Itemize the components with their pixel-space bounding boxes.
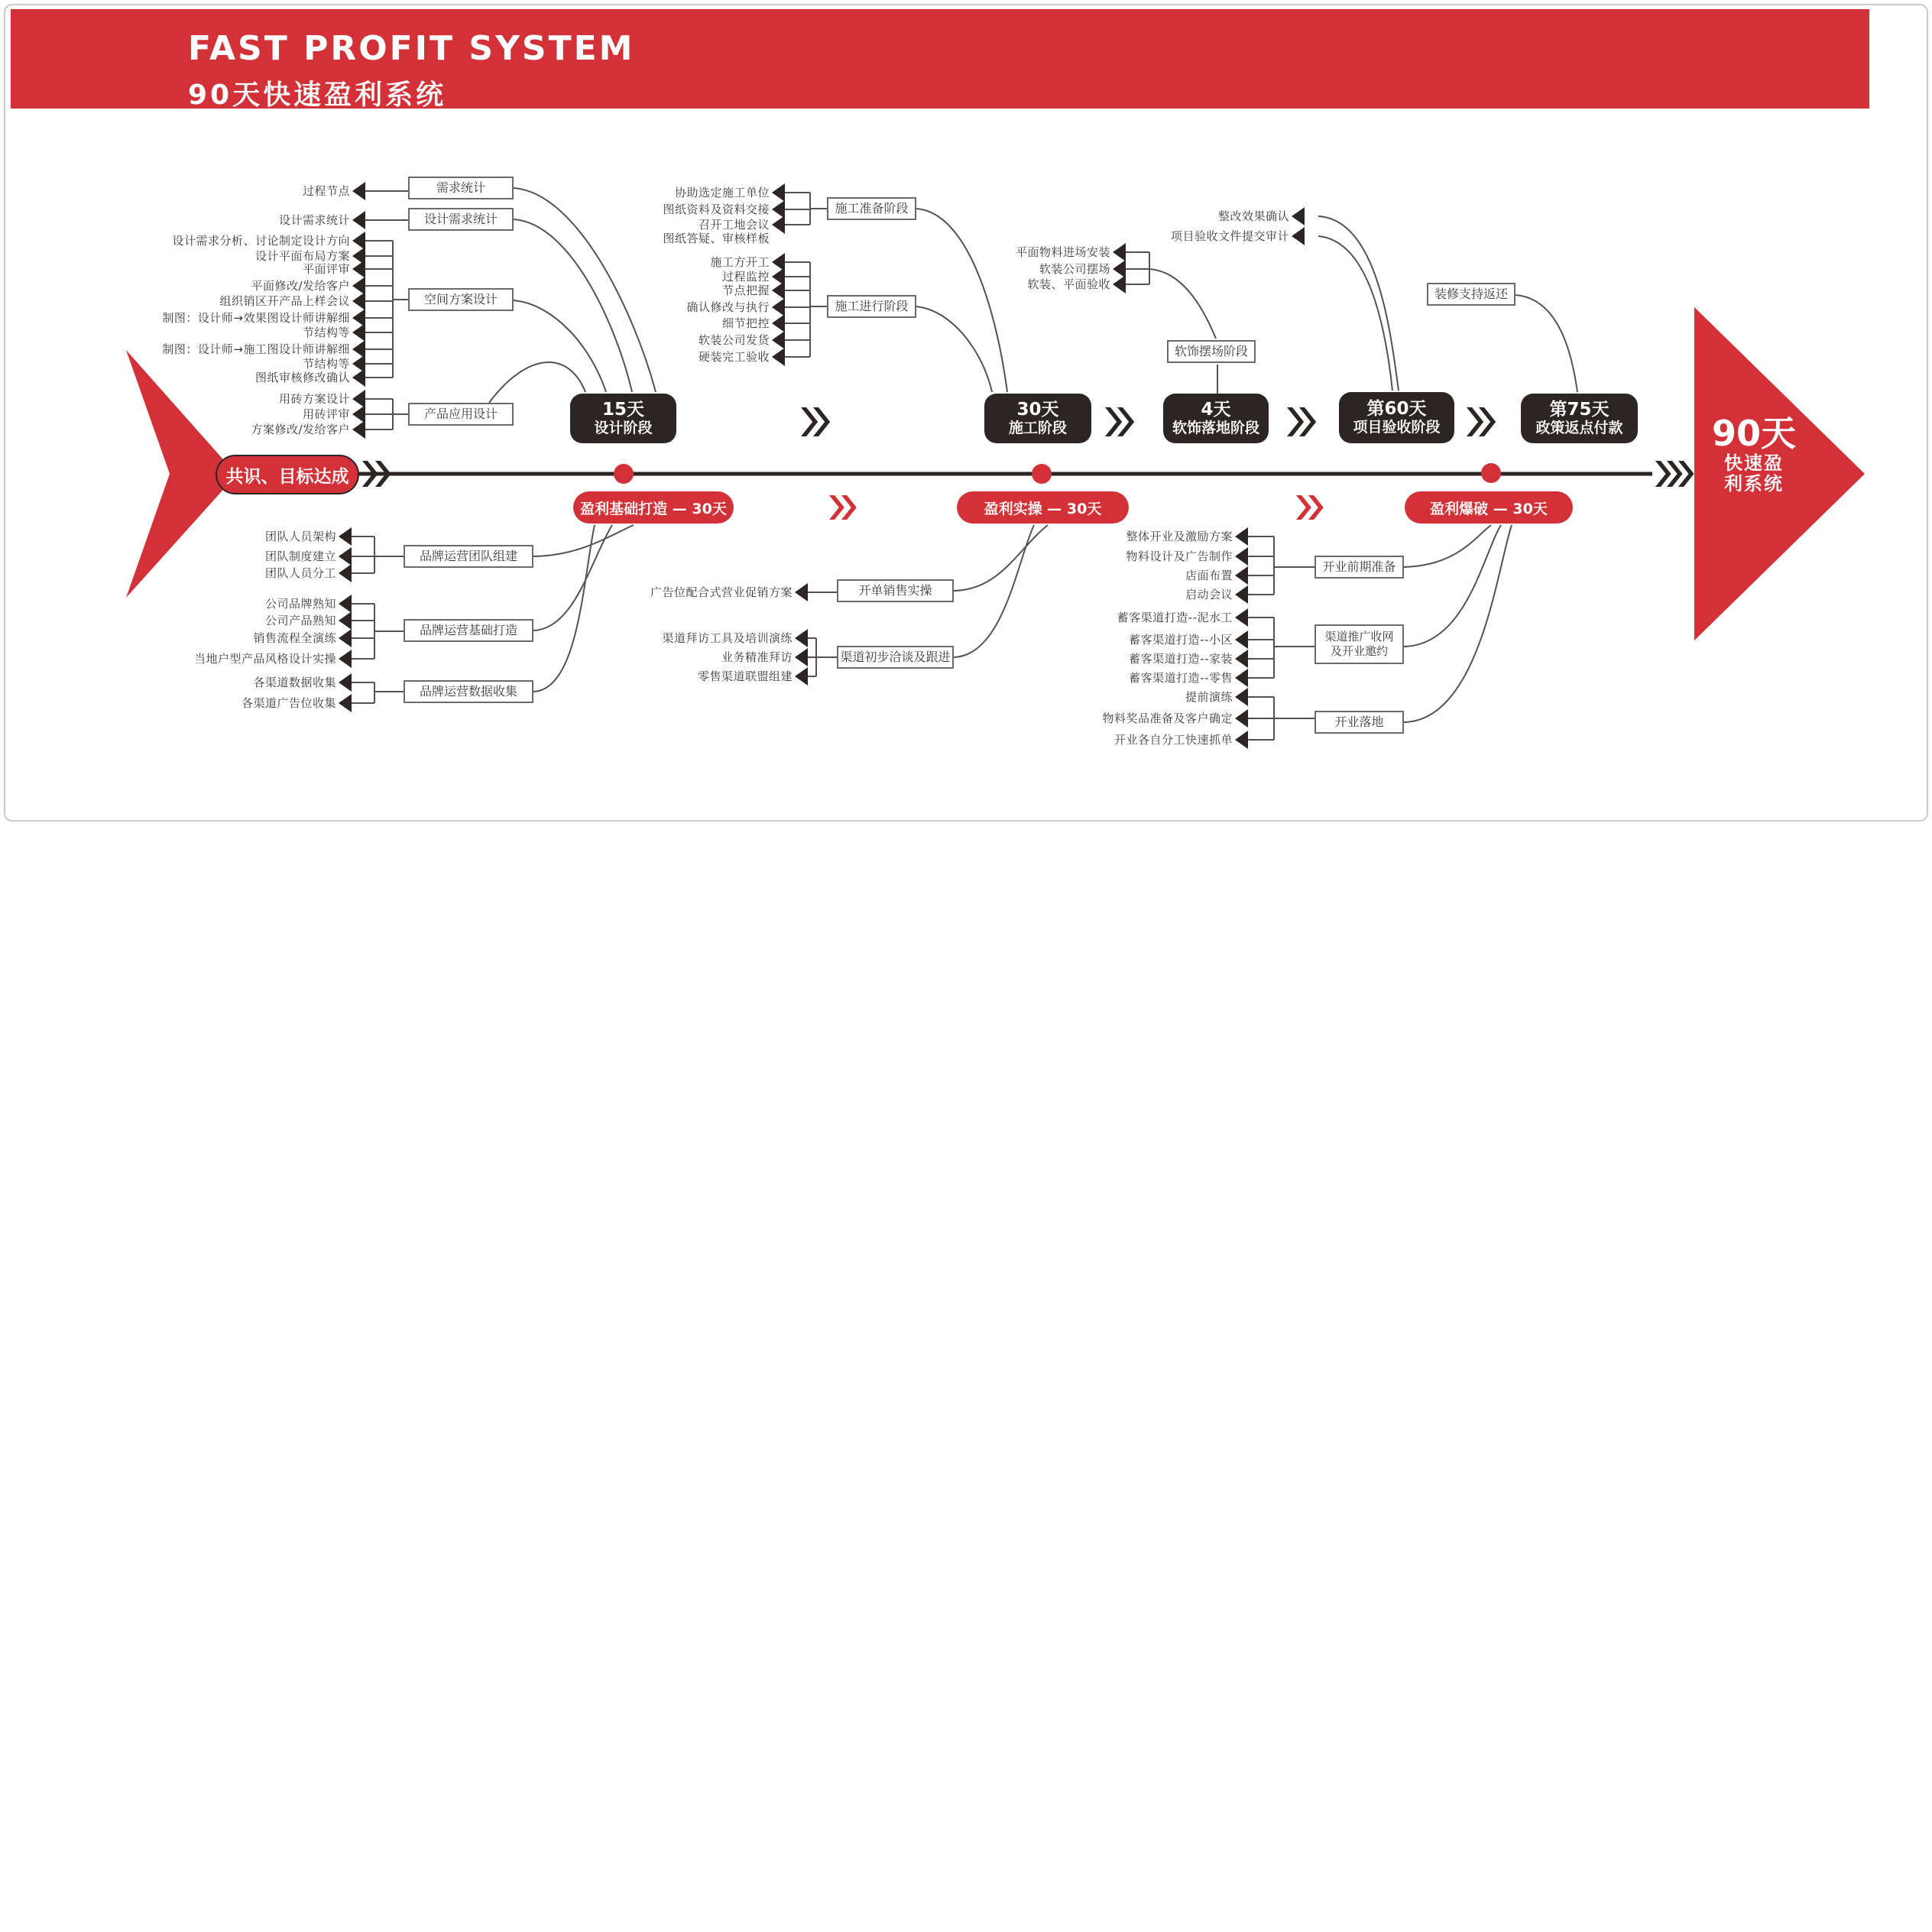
- arrowhead-icon: [352, 182, 365, 200]
- flow-label: 公司品牌熟知: [264, 597, 336, 611]
- process-box-label: 品牌运营数据收集: [419, 683, 517, 699]
- flow-label: 节结构等: [302, 326, 350, 339]
- arrowhead-icon: [1235, 547, 1248, 566]
- process-box-label: 渠道初步洽谈及跟进: [840, 649, 951, 664]
- arrowhead-icon: [339, 564, 352, 582]
- flow-label: 店面布置: [1185, 569, 1233, 582]
- process-box: [1427, 283, 1515, 306]
- start-node: 共识、目标达成: [216, 455, 359, 494]
- flow-label: 广告位配合式营业促销方案: [650, 585, 793, 599]
- arrowhead-icon: [1235, 527, 1248, 546]
- process-box: [404, 545, 533, 568]
- milestone-pill: 盈利基础打造 — 30天: [573, 491, 734, 524]
- process-box: [827, 295, 916, 318]
- milestone-pill: 盈利实操 — 30天: [957, 491, 1129, 524]
- arrowhead-icon: [352, 323, 365, 342]
- connector-curve: [514, 300, 606, 392]
- arrowhead-icon: [352, 368, 365, 387]
- arrowhead-icon: [1292, 207, 1305, 225]
- flow-label: 团队人员分工: [264, 566, 336, 580]
- arrowhead-icon: [795, 648, 808, 666]
- arrowhead-icon: [795, 629, 808, 647]
- flow-label: 平面修改/发给客户: [251, 279, 350, 293]
- flow-label: 提前演练: [1185, 690, 1233, 704]
- stage-name: 政策返点付款: [1535, 420, 1623, 437]
- arrowhead-icon: [772, 281, 785, 300]
- flow-label: 当地户型产品风格设计实操: [193, 652, 336, 666]
- flow-label: 启动会议: [1185, 588, 1233, 601]
- arrowhead-icon: [772, 216, 785, 234]
- connector-curve: [1515, 295, 1577, 392]
- flow-label: 项目验收文件提交审计: [1170, 229, 1289, 243]
- flow-label: 整改效果确认: [1217, 209, 1289, 223]
- connector-curve: [1404, 525, 1491, 567]
- arrowhead-icon: [352, 260, 365, 278]
- arrowhead-icon: [339, 673, 352, 692]
- connector-curve: [1149, 269, 1216, 339]
- arrowhead-icon: [352, 232, 365, 250]
- connector-curve: [533, 525, 595, 692]
- flow-label: 团队人员架构: [264, 530, 336, 543]
- flow-label: 物料设计及广告制作: [1126, 549, 1233, 563]
- process-box-label: 开业落地: [1334, 714, 1384, 729]
- flow-label: 制图：设计师→施工图设计师讲解细: [162, 342, 350, 356]
- chevron-icon: [829, 495, 844, 520]
- process-box-label: 开业前期准备: [1322, 559, 1396, 574]
- stage-name: 项目验收阶段: [1353, 419, 1441, 436]
- arrowhead-icon: [1235, 650, 1248, 668]
- arrowhead-icon: [772, 348, 785, 366]
- flow-label: 软装公司摆场: [1039, 262, 1110, 276]
- arrowhead-icon: [339, 527, 352, 546]
- stage-name: 设计阶段: [594, 420, 653, 437]
- flow-label: 图纸答疑、审核样板: [663, 232, 770, 245]
- process-box-label: 及开业邀约: [1330, 644, 1388, 658]
- arrowhead-icon: [772, 298, 785, 316]
- process-box-label: 装修支持返还: [1434, 286, 1508, 301]
- arrowhead-icon: [772, 314, 785, 332]
- flow-label: 细节把控: [721, 316, 770, 330]
- stage-box: [1521, 394, 1638, 443]
- arrowhead-icon: [1113, 275, 1126, 293]
- arrowhead-icon: [1235, 688, 1248, 706]
- arrowhead-icon: [352, 309, 365, 327]
- arrowhead-icon: [339, 595, 352, 613]
- stage-box: [1339, 392, 1454, 443]
- flow-label: 蓄客渠道打造--泥水工: [1117, 611, 1233, 624]
- timeline-dot: [1032, 464, 1052, 484]
- chevron-icon: [1287, 407, 1304, 436]
- arrowhead-icon: [352, 420, 365, 439]
- process-box: [1314, 624, 1404, 664]
- process-box: [404, 619, 533, 642]
- flow-label: 图纸资料及资料交接: [663, 203, 770, 216]
- connector-curve: [1318, 216, 1399, 391]
- flow-label: 设计平面布局方案: [254, 249, 350, 263]
- flow-label: 软装公司发货: [698, 333, 770, 347]
- arrowhead-icon: [339, 694, 352, 712]
- flow-label: 各渠道数据收集: [253, 676, 336, 689]
- arrowhead-icon: [772, 200, 785, 219]
- arrowhead-icon: [795, 667, 808, 686]
- flow-label: 业务精准拜访: [721, 650, 793, 664]
- stage-box: [984, 394, 1091, 443]
- stage-days: 15天: [601, 399, 644, 420]
- flow-label: 公司产品熟知: [264, 614, 336, 627]
- stage-name: 施工阶段: [1008, 420, 1067, 437]
- arrowhead-icon: [1235, 731, 1248, 749]
- flow-label: 制图：设计师→效果图设计师讲解细: [162, 311, 350, 325]
- connector-curve: [916, 209, 1007, 392]
- process-box: [408, 403, 514, 426]
- arrowhead-icon: [772, 331, 785, 349]
- process-box: [404, 680, 533, 703]
- arrowhead-icon: [352, 277, 365, 295]
- process-box: [837, 646, 954, 669]
- flow-label: 组织销区开产品上样会议: [219, 294, 350, 308]
- process-box-label: 施工准备阶段: [835, 200, 909, 216]
- flow-label: 施工方开工: [710, 255, 770, 269]
- flow-label: 图纸审核修改确认: [254, 371, 350, 384]
- process-box-label: 需求统计: [436, 180, 485, 195]
- arrowhead-icon: [1235, 709, 1248, 728]
- process-box-label: 设计需求统计: [423, 211, 498, 226]
- process-box-label: 品牌运营团队组建: [419, 548, 517, 563]
- flow-label: 整体开业及激励方案: [1126, 530, 1233, 543]
- arrowhead-icon: [772, 183, 785, 202]
- flow-label: 设计需求分析、讨论制定设计方向: [172, 234, 350, 248]
- arrowhead-icon: [352, 340, 365, 358]
- arrowhead-icon: [352, 390, 365, 408]
- connector-curve: [916, 306, 992, 392]
- arrowhead-icon: [1235, 669, 1248, 687]
- timeline-dot: [614, 464, 634, 484]
- stage-days: 30天: [1016, 399, 1059, 420]
- flow-label: 软装、平面验收: [1027, 277, 1110, 291]
- chevron-icon: [1296, 495, 1311, 520]
- process-box-label: 开单销售实操: [858, 582, 932, 598]
- arrowhead-icon: [1235, 630, 1248, 649]
- flow-label: 设计需求统计: [278, 213, 350, 227]
- process-box-label: 空间方案设计: [423, 291, 498, 306]
- process-box-label: 品牌运营基础打造: [419, 622, 517, 637]
- flow-label: 节点把握: [721, 284, 770, 297]
- goal-days: 90天: [1711, 413, 1796, 454]
- start-arrow-icon: [126, 350, 228, 598]
- flow-label: 确认修改与执行: [686, 300, 770, 314]
- arrowhead-icon: [1113, 243, 1126, 261]
- connector-curve: [954, 525, 1034, 657]
- flow-label: 物料奖品准备及客户确定: [1102, 712, 1233, 725]
- stage-days: 第75天: [1549, 399, 1609, 420]
- chevron-icon: [1655, 461, 1671, 487]
- arrowhead-icon: [772, 253, 785, 271]
- flow-label: 销售流程全演练: [253, 631, 336, 645]
- process-box: [408, 288, 514, 311]
- chevron-icon: [1467, 407, 1483, 436]
- arrowhead-icon: [339, 547, 352, 566]
- stage-box: [1163, 394, 1269, 443]
- process-box: [837, 579, 954, 602]
- flow-label: 平面评审: [302, 262, 350, 276]
- goal-line1: 快速盈: [1724, 452, 1784, 474]
- process-box-label: 软饰摆场阶段: [1174, 343, 1248, 358]
- connector-curve: [1404, 525, 1501, 647]
- arrowhead-icon: [352, 211, 365, 229]
- chevron-icon: [801, 407, 818, 436]
- stage-days: 第60天: [1366, 398, 1427, 419]
- arrowhead-icon: [352, 292, 365, 310]
- arrowhead-icon: [352, 405, 365, 423]
- process-box: [1314, 711, 1404, 734]
- flow-label: 过程节点: [302, 184, 350, 198]
- timeline-dot: [1481, 463, 1501, 483]
- process-box-label: 施工进行阶段: [835, 298, 909, 313]
- process-box: [827, 197, 916, 220]
- stage-box: [570, 394, 676, 443]
- flow-label: 平面物料进场安装: [1015, 245, 1110, 259]
- title-banner: [11, 9, 1869, 109]
- flow-label: 用砖评审: [302, 407, 350, 421]
- process-box: [408, 177, 514, 199]
- process-box-label: 产品应用设计: [423, 406, 498, 421]
- process-box: [1167, 340, 1256, 363]
- stage-days: 4天: [1201, 399, 1231, 420]
- flow-label: 蓄客渠道打造--小区: [1129, 633, 1233, 647]
- arrowhead-icon: [1235, 585, 1248, 604]
- flow-label: 用砖方案设计: [278, 392, 350, 406]
- flow-label: 蓄客渠道打造--家装: [1129, 652, 1233, 666]
- flow-label: 蓄客渠道打造--零售: [1129, 671, 1233, 685]
- flow-label: 团队制度建立: [264, 549, 336, 563]
- connector-curve: [1318, 236, 1392, 391]
- process-box: [408, 208, 514, 231]
- arrowhead-icon: [339, 650, 352, 668]
- goal-line2: 利系统: [1724, 473, 1784, 495]
- rotated-canvas: [0, 0, 1932, 825]
- connector-curve: [1404, 525, 1512, 722]
- connector-curve: [954, 525, 1048, 591]
- flow-label: 节结构等: [302, 357, 350, 371]
- connector-curve: [533, 525, 634, 556]
- milestone-pill: 盈利爆破 — 30天: [1405, 491, 1573, 524]
- connector-curve: [489, 362, 585, 403]
- flow-label: 召开工地会议: [698, 218, 770, 232]
- goal-text: [1697, 414, 1811, 495]
- flow-label: 方案修改/发给客户: [251, 423, 350, 436]
- banner-title-en: FAST PROFIT SYSTEM: [188, 29, 635, 68]
- stage-name: 软饰落地阶段: [1172, 420, 1259, 437]
- arrowhead-icon: [795, 583, 808, 601]
- flow-label: 渠道拜访工具及培训演练: [662, 631, 793, 645]
- process-box: [1314, 556, 1404, 579]
- flow-label: 协助选定施工单位: [674, 186, 770, 199]
- chevron-icon: [1105, 407, 1122, 436]
- connector-curve: [514, 188, 656, 392]
- flow-label: 过程监控: [721, 270, 770, 284]
- arrowhead-icon: [339, 629, 352, 647]
- flow-label: 零售渠道联盟组建: [697, 669, 793, 683]
- arrowhead-icon: [1113, 260, 1126, 278]
- arrowhead-icon: [1292, 227, 1305, 245]
- arrowhead-icon: [1235, 566, 1248, 585]
- arrowhead-icon: [339, 611, 352, 630]
- flow-label: 开业各自分工快速抓单: [1113, 733, 1233, 747]
- process-box-label: 渠道推广收网: [1324, 629, 1394, 643]
- flow-label: 各渠道广告位收集: [241, 696, 336, 710]
- flow-label: 硬装完工验收: [698, 350, 770, 364]
- banner-title-zh: 90天快速盈利系统: [188, 79, 447, 111]
- arrowhead-icon: [1235, 608, 1248, 627]
